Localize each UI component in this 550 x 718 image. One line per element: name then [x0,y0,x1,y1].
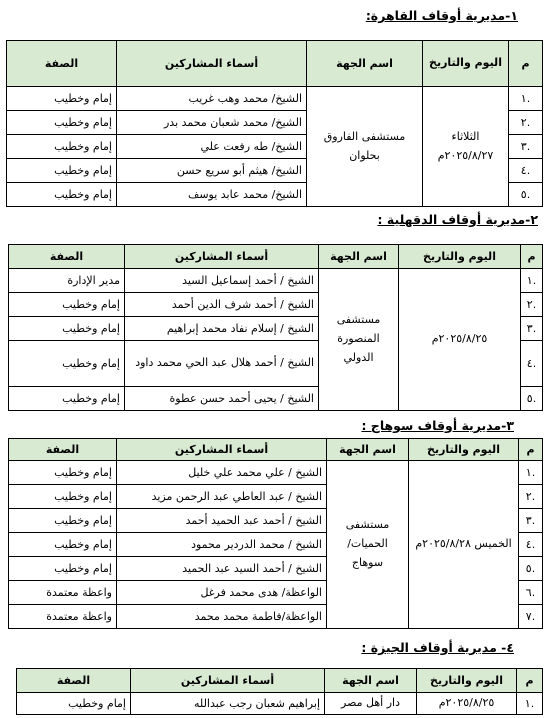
participant-role: إمام وخطيب [9,387,125,411]
section-4-table [16,668,543,715]
participant-role: واعظة معتمدة [9,605,117,629]
participant-name: الشيخ / محمد الدردير محمود [117,533,327,557]
participant-name: الشيخ/ طه رفعت علي [117,135,307,159]
participant-name: إبراهيم شعبان رجب عبدالله [131,693,325,715]
row-number: .٧ [519,605,543,629]
participant-name: الشيخ / عبد العاطي عبد الرحمن مزيد [117,485,327,509]
participant-role: إمام وخطيب [7,87,117,111]
participant-role: إمام وخطيب [9,485,117,509]
row-number: .١ [509,87,543,111]
participant-role: إمام وخطيب [7,183,117,207]
header-date: اليوم والتاريخ [409,439,519,461]
header-date: اليوم والتاريخ [399,245,521,269]
participant-role: إمام وخطيب [9,341,125,387]
participant-role: إمام وخطيب [17,693,131,715]
header-names: أسماء المشاركين [117,41,307,87]
event-date: ٢٠٢٥/٨/٢٥م [399,269,521,411]
header-num: م [519,439,543,461]
row-number: .٢ [519,485,543,509]
row-number: .٤ [509,159,543,183]
row-number: .٤ [521,341,543,387]
event-entity: دار أهل مصر [325,693,417,715]
header-names: أسماء المشاركين [117,439,327,461]
header-date: اليوم والتاريخ [417,669,517,693]
participant-role: إمام وخطيب [9,317,125,341]
participant-role: إمام وخطيب [7,111,117,135]
participant-role: إمام وخطيب [9,293,125,317]
row-number: .٥ [521,387,543,411]
row-number: .٦ [519,581,543,605]
row-number: .٥ [519,557,543,581]
section-3-table [8,438,543,629]
participant-name: الشيخ / أحمد هلال عبد الحي محمد داود [125,341,319,387]
participant-name: الواعظة/ هدى محمد فرغل [117,581,327,605]
header-date: اليوم والتاريخ [423,41,509,87]
row-number: .٣ [521,317,543,341]
participant-name: الشيخ / علي محمد علي خليل [117,461,327,485]
participant-name: الشيخ/ هيثم أبو سريع حسن [117,159,307,183]
row-number: .٥ [509,183,543,207]
header-entity: اسم الجهة [319,245,399,269]
event-date: ٢٠٢٥/٨/٢٥م [417,693,517,715]
event-date: الثلاثاء ٢٠٢٥/٨/٢٧م [423,87,509,207]
participant-name: الشيخ / أحمد السيد عبد الحميد [117,557,327,581]
row-number: .٤ [519,533,543,557]
header-names: أسماء المشاركين [125,245,319,269]
row-number: .١ [517,693,543,715]
section-1-heading: ١-مديرية أوقاف القاهرة: [365,8,518,23]
header-entity: اسم الجهة [325,669,417,693]
event-entity: مستشفى المنصورة الدولي [319,269,399,411]
header-num: م [509,41,543,87]
participant-name: الشيخ / أحمد إسماعيل السيد [125,269,319,293]
row-number: .١ [521,269,543,293]
participant-name: الشيخ / أحمد عبد الحميد أحمد [117,509,327,533]
event-entity: مستشفى الحميات/ سوهاج [327,461,409,629]
event-entity: مستشفى الفاروق بحلوان [307,87,423,207]
section-3-heading: ٣-مديرية أوقاف سوهاج : [361,418,514,433]
participant-name: الشيخ / يحيى أحمد حسن عطوة [125,387,319,411]
row-number: .٣ [509,135,543,159]
participant-role: واعظة معتمدة [9,581,117,605]
row-number: .٣ [519,509,543,533]
participant-role: إمام وخطيب [7,159,117,183]
section-2-heading: ٢-مديرية أوقاف الدقهلية : [377,212,538,227]
participant-role: إمام وخطيب [9,461,117,485]
participant-name: الشيخ/ محمد عابد يوسف [117,183,307,207]
participant-name: الشيخ / إسلام نفاد محمد إبراهيم [125,317,319,341]
row-number: .١ [519,461,543,485]
header-role: الصفة [9,439,117,461]
section-2-table [8,244,543,411]
header-num: م [517,669,543,693]
header-entity: اسم الجهة [327,439,409,461]
header-names: أسماء المشاركين [131,669,325,693]
header-num: م [521,245,543,269]
header-role: الصفة [7,41,117,87]
header-entity: اسم الجهة [307,41,423,87]
row-number: .٢ [509,111,543,135]
participant-name: الواعظة/فاطمة محمد محمد [117,605,327,629]
header-role: الصفة [17,669,131,693]
participant-role: إمام وخطيب [9,557,117,581]
participant-name: الشيخ / أحمد شرف الدين أحمد [125,293,319,317]
header-role: الصفة [9,245,125,269]
participant-role: إمام وخطيب [9,533,117,557]
participant-name: الشيخ/ محمد وهب غريب [117,87,307,111]
participant-role: إمام وخطيب [7,135,117,159]
participant-role: مدير الإدارة [9,269,125,293]
participant-name: الشيخ/ محمد شعبان محمد بدر [117,111,307,135]
section-4-heading: ٤- مديرية أوقاف الجيزة : [361,640,514,655]
section-1-table [6,40,543,207]
participant-role: إمام وخطيب [9,509,117,533]
row-number: .٢ [521,293,543,317]
event-date: الخميس ٢٠٢٥/٨/٢٨م [409,461,519,629]
